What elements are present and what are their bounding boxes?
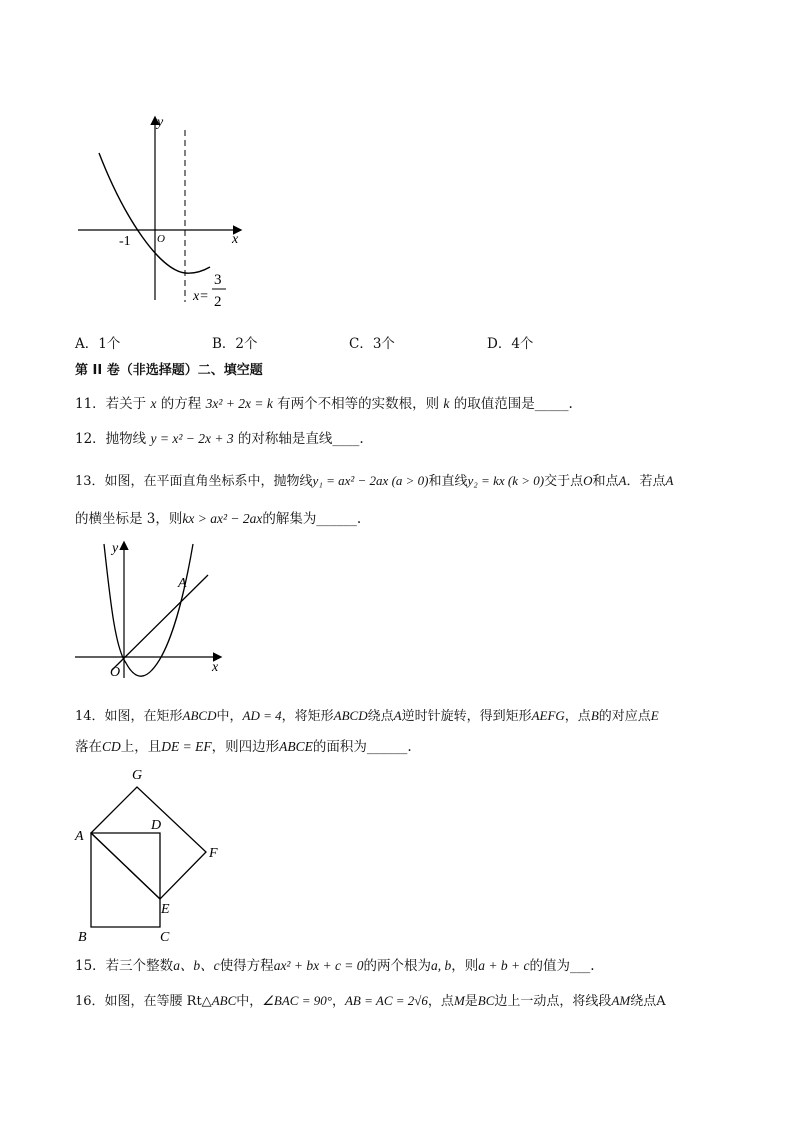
q16-text2: 中， [236, 994, 263, 1009]
question-12 [75, 430, 364, 448]
q14-text5: 逆时针旋转，得到矩形 [401, 709, 532, 724]
q13-text6: 的横坐标是 3，则 [75, 511, 183, 527]
q16-point-m: M [453, 993, 465, 1008]
q16-text: 16．如图，在等腰 Rt△ [75, 994, 212, 1009]
q14-quad: ABCE [279, 739, 313, 754]
q14-text10: ，则四边形 [211, 739, 280, 755]
q13-text: 13．如图，在平面直角坐标系中，抛物线 [75, 474, 313, 489]
q11-equation: 3x² + 2x = k [205, 396, 273, 411]
q15-text4: ，则 [451, 958, 479, 974]
q12-text: 12．抛物线 [75, 431, 147, 447]
option-b[interactable]: B．2个 [212, 336, 258, 352]
label-f: F [209, 846, 218, 861]
label-e: E [161, 902, 170, 917]
q16-sides: AB = AC = 2√6 [344, 993, 428, 1008]
q13-parabola-eq: y₁ = ax² − 2ax (a > 0) [312, 473, 429, 488]
q10-options [0, 332, 794, 352]
q14-text: 14．如图，在矩形 [75, 709, 183, 724]
q15-sum: a + b + c [478, 958, 530, 973]
q10-graph [75, 110, 255, 315]
q11-text: 11．若关于 [75, 396, 147, 412]
q16-text4: ，点 [427, 994, 454, 1009]
question-14-line1 [75, 707, 659, 726]
origin-label: O [157, 233, 165, 245]
q15-roots: a, b [431, 958, 452, 973]
question-13-line2 [75, 510, 361, 528]
question-11 [75, 395, 573, 413]
q13-inequality: kx > ax² − 2ax [182, 511, 263, 526]
q14-point-e: E [650, 708, 659, 723]
q13-text3: 交于点 [544, 474, 584, 489]
q14-text9: 上，且 [120, 739, 162, 755]
q13-line-eq: y₂ = kx (k > 0) [467, 473, 545, 488]
question-13-line1 [75, 472, 673, 491]
label-g: G [132, 768, 143, 783]
q16-text7: 绕点A [630, 994, 666, 1009]
rect-aefg [91, 787, 206, 899]
q13-text4: 和点 [592, 474, 619, 489]
q14-text6: ，点 [564, 709, 591, 724]
q13-graph [70, 538, 230, 683]
section-heading: 第 II 卷（非选择题）二、填空题 [75, 363, 263, 378]
q13-blank: 的解集为______. [262, 511, 362, 527]
y-label: y [157, 115, 164, 130]
label-b: B [78, 930, 87, 945]
rect-abcd [91, 833, 160, 927]
q13-point-a2: A [665, 473, 674, 488]
q14-text7: 的对应点 [598, 709, 651, 724]
q13-text2: 和直线 [428, 474, 468, 489]
label-a: A [75, 829, 84, 844]
q14-rect2: ABCD [333, 708, 368, 723]
label-c: C [160, 930, 170, 945]
q11-text2: 的方程 [160, 396, 202, 412]
q14-cd: CD [102, 739, 121, 754]
q14-text4: 绕点 [367, 709, 394, 724]
line-y2 [112, 575, 208, 670]
neg1-label: -1 [119, 234, 131, 249]
q14-de: DE = EF [161, 739, 212, 754]
q15-text3: 的两个根为 [363, 958, 432, 974]
q14-blank: 的面积为______. [312, 739, 412, 755]
q13-text5: ．若点 [626, 474, 666, 489]
q14-text8: 落在 [75, 739, 102, 755]
point-a-label: A [178, 576, 187, 591]
xeq-label: x= [193, 289, 209, 304]
origin-label: O [110, 665, 121, 680]
q14-rect: ABCD [182, 708, 217, 723]
q12-equation: y = x² − 2x + 3 [150, 431, 234, 446]
option-d[interactable]: D．4个 [487, 336, 534, 352]
q16-angle: ∠BAC = 90° [262, 993, 332, 1008]
q14-rect3: AEFG [531, 708, 565, 723]
q16-text6: 边上一动点，将线段 [494, 994, 612, 1009]
q16-bc: BC [477, 993, 495, 1008]
q15-blank: 的值为___. [529, 958, 595, 974]
question-14-line2 [75, 738, 412, 756]
q15-text2: 使得方程 [219, 958, 274, 974]
q15-equation: ax² + bx + c = 0 [273, 958, 364, 973]
x-label: x [212, 660, 219, 675]
q11-text3: 有两个不相等的实数根，则 [277, 396, 440, 412]
q15-vars: a、b、c [173, 958, 220, 973]
q14-text2: 中， [216, 709, 243, 724]
q16-text5: 是 [464, 994, 478, 1009]
question-16 [75, 992, 666, 1011]
q16-triangle: ABC [211, 993, 237, 1008]
q13-point-a: A [618, 473, 627, 488]
q13-point-o: O [583, 473, 593, 488]
option-c[interactable]: C．3个 [349, 336, 395, 352]
y-label: y [112, 541, 119, 556]
q14-text3: ，将矩形 [281, 709, 334, 724]
q16-text3: ， [331, 994, 345, 1009]
segment-ae [91, 833, 160, 899]
q14-ad: AD = 4 [242, 708, 282, 723]
q14-point-a: A [393, 708, 402, 723]
q14-figure [72, 765, 232, 945]
q14-point-b: B [590, 708, 599, 723]
frac-num: 3 [214, 272, 222, 288]
q12-blank: 的对称轴是直线____. [237, 431, 364, 447]
question-15 [75, 957, 595, 975]
frac-den: 2 [214, 294, 222, 310]
q11-blank: 的取值范围是_____. [453, 396, 573, 412]
label-d: D [151, 818, 162, 833]
q11-var-k: k [443, 396, 450, 411]
parabola [104, 544, 193, 676]
x-label: x [232, 232, 239, 247]
q15-text: 15．若三个整数 [75, 958, 174, 974]
q16-am: AM [611, 993, 631, 1008]
option-a[interactable]: A．1个 [75, 336, 121, 352]
q11-var-x: x [150, 396, 157, 411]
